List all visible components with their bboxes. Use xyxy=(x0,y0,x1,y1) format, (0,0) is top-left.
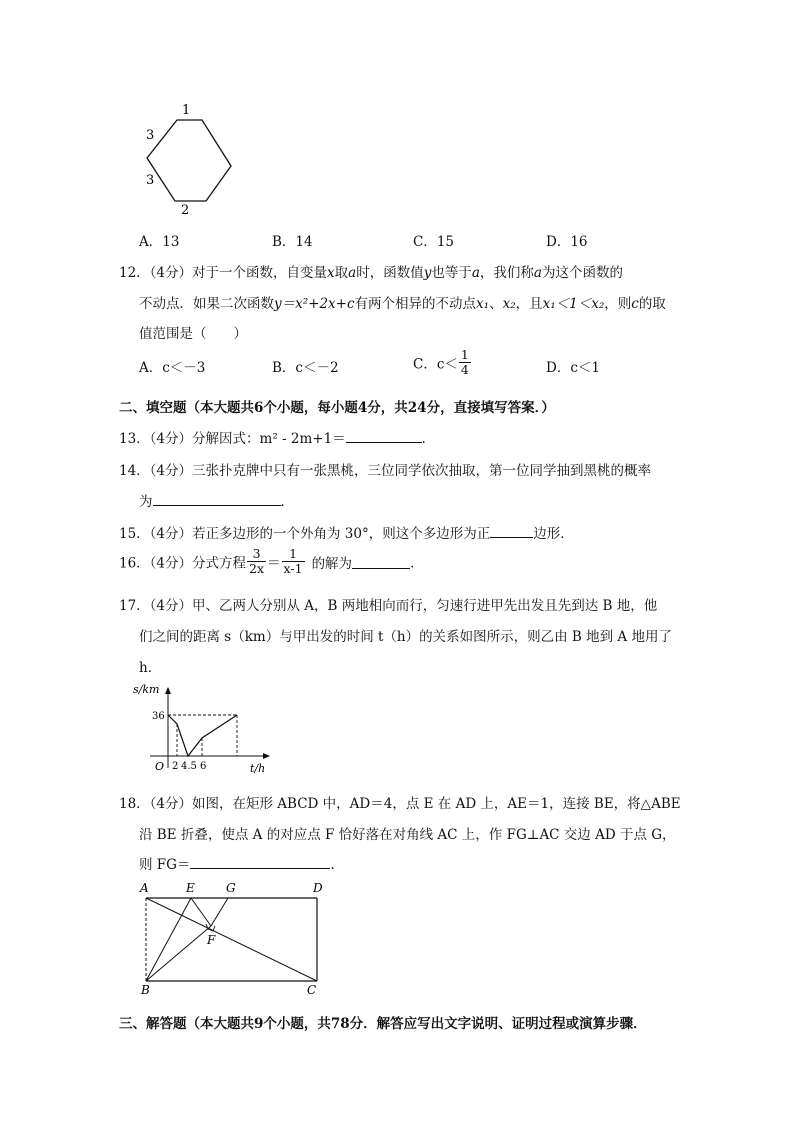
q16-answer-blank[interactable] xyxy=(352,554,410,569)
q12-t3: 也等于 xyxy=(431,265,472,281)
q14-line1: 14．（4分）三张扑克牌中只有一张黑桃，三位同学依次抽取，第一位同学抽到黑桃的概率 xyxy=(119,463,652,479)
q17-line2: 们之间的距离 s（km）与甲出发的时间 t（h）的关系如图所示，则乙由 B 地到 A 地用了 xyxy=(139,629,672,645)
q18-line3 xyxy=(139,853,344,873)
hexagon-label-left-upper: 3 xyxy=(146,128,155,143)
q18-line1: 18．（4分）如图，在矩形 ABCD 中，AD＝4，点 E 在 AD 上，AE＝1，连接 BE，将△ABE xyxy=(119,796,681,812)
q18-label-F: F xyxy=(207,933,216,947)
hexagon-label-left-lower: 3 xyxy=(146,173,155,188)
q16-f1-den: 2x xyxy=(249,561,265,576)
q12-line2-e: 的取 xyxy=(638,296,666,312)
q12-x2: x₂ xyxy=(502,296,516,312)
q12-option-c-prefix: C．c＜ xyxy=(413,356,458,373)
q18-label-B: B xyxy=(141,983,150,997)
q13-answer-blank[interactable] xyxy=(346,428,422,443)
q16-fraction-2 xyxy=(282,547,305,576)
q18-segment-FG xyxy=(211,898,228,926)
q18-label-E: E xyxy=(186,881,195,895)
q12-t5: 为这个函数的 xyxy=(541,265,623,281)
q18-label-D: D xyxy=(313,881,323,895)
q18-line2: 沿 BE 折叠，使点 A 的对应点 F 恰好落在对角线 AC 上，作 FG⊥AC 交边 AD 于点 G， xyxy=(139,827,676,843)
q18-diagonal-AC xyxy=(146,898,317,981)
q13 xyxy=(119,427,435,447)
q17-distance-line xyxy=(168,715,237,756)
q13-end: ． xyxy=(421,431,436,447)
q16-prefix: 16．（4分）分式方程 xyxy=(119,555,247,572)
q12-line2-b: 有两个相异的不动点 xyxy=(354,296,477,312)
q14-line2 xyxy=(139,490,294,510)
q12-option-c-den: 4 xyxy=(460,362,469,377)
q12-t1: 取 xyxy=(334,265,349,281)
hexagon-figure xyxy=(138,98,238,218)
q17-y-axis-label: s/km xyxy=(133,683,160,696)
q12-t2: 时，函数值 xyxy=(356,265,424,281)
q12-option-d: D．c＜1 xyxy=(546,360,600,376)
q16-f2-den: x-1 xyxy=(283,561,303,576)
q12-var-a2: a xyxy=(471,265,480,281)
q18-label-G: G xyxy=(226,881,236,895)
q12-var-c: c xyxy=(631,296,639,312)
q12-option-a: A．c＜－3 xyxy=(139,360,206,376)
q12-option-c-num: 1 xyxy=(460,347,469,362)
q14-end: ． xyxy=(280,494,294,510)
q15-end: 边形． xyxy=(533,526,574,542)
q12-line2 xyxy=(139,292,666,312)
q12-option-b: B．c＜－2 xyxy=(272,360,339,376)
q12-option-c-fraction xyxy=(459,348,471,377)
q17-line1: 17．（4分）甲、乙两人分别从 A，B 两地相向而行，匀速行进甲先出发且先到达 B 地，他 xyxy=(119,598,658,614)
q11-option-d: D．16 xyxy=(546,234,588,250)
q11-option-b: B．14 xyxy=(272,234,313,250)
q17-line3: h． xyxy=(139,660,162,676)
q11-option-c: C．15 xyxy=(413,234,455,250)
q15-text: 15．（4分）若正多边形的一个外角为 30°，则这个多边形为正 xyxy=(119,526,491,542)
q12-x1: x₁ xyxy=(476,296,490,312)
q12-prefix: 12．（4分）对于一个函数，自变量 xyxy=(119,265,328,281)
hexagon-label-top: 1 xyxy=(182,103,191,118)
q17-x-tick-2: 2 xyxy=(172,761,179,772)
q17-graph xyxy=(130,680,280,780)
q12-var-a: a xyxy=(348,265,357,281)
q18-label-C: C xyxy=(307,983,317,997)
q16-eq: ＝ xyxy=(267,555,281,572)
q18-answer-blank[interactable] xyxy=(190,854,330,869)
q15 xyxy=(119,522,574,542)
section-2-heading: 二、填空题（本大题共6个小题，每小题4分，共24分，直接填写答案．） xyxy=(119,400,555,416)
hexagon-label-bottom: 2 xyxy=(181,203,190,218)
q14-answer-blank[interactable] xyxy=(153,491,281,506)
section-3-heading: 三、解答题（本大题共9个小题，共78分．解答应写出文字说明、证明过程或演算步骤． xyxy=(119,1016,647,1032)
q12-line2-d: ，则 xyxy=(604,296,632,312)
q12-line2-a: 不动点．如果二次函数 xyxy=(139,296,274,312)
q12-line3: 值范围是（ ） xyxy=(139,326,247,342)
q18-line3-text: 则 FG＝ xyxy=(139,857,191,873)
q17-y-tick-36: 36 xyxy=(152,711,165,722)
q17-x-tick-6: 6 xyxy=(200,761,207,772)
q18-figure xyxy=(135,878,335,1000)
q16-suffix: 的解为 xyxy=(311,555,353,572)
q12-sep: 、 xyxy=(489,296,503,312)
q17-x-tick-4-5: 4.5 xyxy=(181,761,197,772)
q12-equation: y＝x²+2x+c xyxy=(274,296,355,312)
q12-t4: ，我们称 xyxy=(479,265,534,281)
q18-label-A: A xyxy=(140,881,149,895)
q17-x-axis-label: t/h xyxy=(250,762,266,775)
q13-text: 13．（4分）分解因式：m² - 2m+1＝ xyxy=(119,431,346,447)
q11-option-a: A．13 xyxy=(139,234,180,250)
q12-line2-c: ，且 xyxy=(515,296,543,312)
q16-fraction-1 xyxy=(247,547,266,576)
q16-f1-num: 3 xyxy=(247,547,266,562)
hexagon-shape xyxy=(147,120,231,201)
q18-segment-BE xyxy=(146,898,191,981)
q12-inequality: x₁＜1＜x₂ xyxy=(542,296,605,312)
q12-var-x: x xyxy=(327,265,335,281)
q12-option-c xyxy=(413,348,472,377)
q17-origin: O xyxy=(155,760,165,773)
q12-var-a3: a xyxy=(533,265,542,281)
q16 xyxy=(119,547,424,576)
q12-var-y: y xyxy=(423,265,432,281)
q12-line1 xyxy=(119,261,623,281)
q16-end: ． xyxy=(410,555,424,572)
q18-segment-BF xyxy=(146,926,211,981)
q15-answer-blank[interactable] xyxy=(490,523,533,538)
q18-end: ． xyxy=(330,857,344,873)
q16-f2-num: 1 xyxy=(282,547,305,562)
q17-y-arrow xyxy=(165,687,171,694)
q17-x-arrow xyxy=(263,753,270,759)
q14-line2-text: 为 xyxy=(139,494,153,510)
